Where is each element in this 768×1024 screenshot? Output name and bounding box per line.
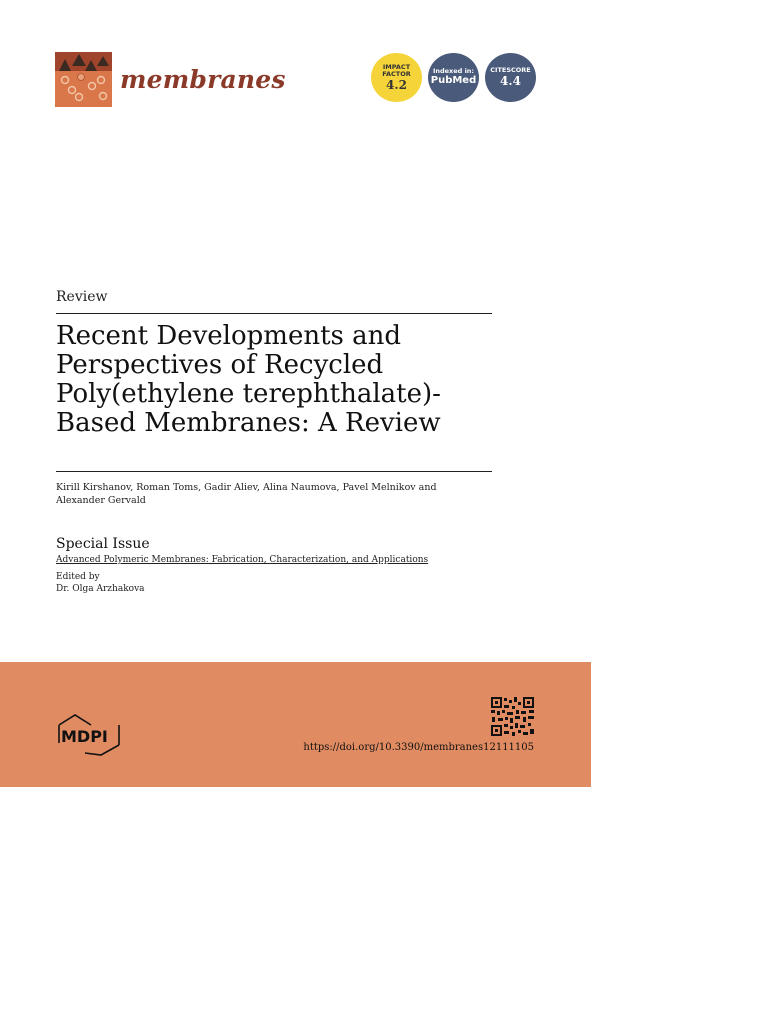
article-type: Review: [56, 289, 108, 305]
publisher-name: MDPI: [61, 727, 108, 746]
citescore-value: 4.4: [500, 74, 521, 88]
journal-name: membranes: [120, 65, 286, 94]
citescore-label: CITESCORE: [490, 66, 531, 74]
editor-name: Dr. Olga Arzhakova: [56, 584, 145, 594]
edited-by-label: Edited by: [56, 572, 100, 582]
impact-factor-badge[interactable]: [371, 53, 422, 102]
impact-factor-value: 4.2: [386, 77, 407, 92]
citescore-badge[interactable]: [485, 53, 536, 102]
pubmed-name: PubMed: [430, 75, 477, 86]
article-title: Recent Developments and Perspectives of Recycled Poly(ethylene terephthalate)-Based Membranes: A Review: [56, 321, 441, 438]
impact-factor-label-1: IMPACT: [382, 62, 411, 71]
journal-header: [55, 52, 286, 107]
journal-badges: [371, 53, 536, 102]
title-top-divider: [56, 313, 492, 314]
special-issue-label: Special Issue: [56, 536, 150, 552]
journal-logo-icon: [55, 52, 112, 107]
title-bottom-divider: [56, 471, 492, 472]
doi-link[interactable]: https://doi.org/10.3390/membranes12111105: [303, 742, 534, 753]
pubmed-label: Indexed in:: [432, 67, 475, 75]
qr-code-icon[interactable]: [490, 696, 535, 737]
impact-factor-label-2: FACTOR: [382, 69, 411, 78]
mdpi-logo-icon: [55, 713, 123, 757]
article-authors: Kirill Kirshanov, Roman Toms, Gadir Aliev, Alina Naumova, Pavel Melnikov and Alexander Gervald: [56, 482, 437, 506]
pubmed-badge[interactable]: [428, 53, 479, 102]
special-issue-link[interactable]: Advanced Polymeric Membranes: Fabrication, Characterization, and Applications: [56, 555, 429, 565]
